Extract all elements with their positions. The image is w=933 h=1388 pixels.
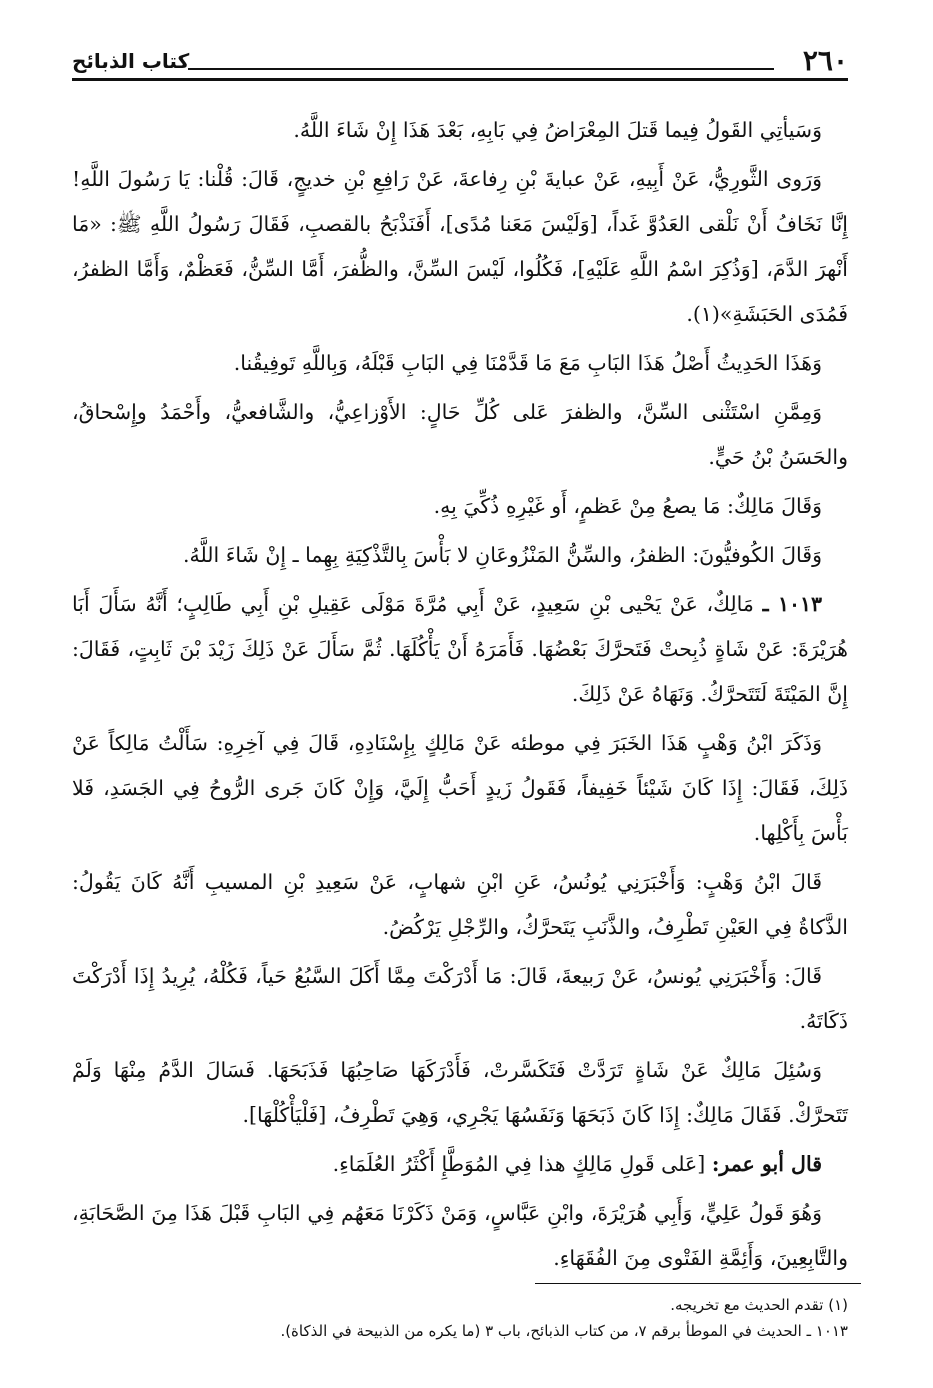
header-rule bbox=[72, 78, 848, 81]
paragraph: وَرَوى الثَّورِيُّ، عَنْ أَبِيهِ، عَنْ عبايةَ بْنِ رِفاعةَ، عَنْ رَافِعِ بْنِ خديجٍ، قَالَ: قُلْنا: يَا رَسُولَ اللَّهِ! إِنَّا نَخَافُ أَنْ نَلْقى العَدُوَّ غَداً، [وَلَيْسَ مَعَنا مُدًى]، أَفَنَذْبَحُ بالقصبِ، فَقَالَ رَسُولُ اللَّهِ ﷺ: «مَا أَنْهرَ الدَّمَ، [وَذُكِرَ اسْمُ اللَّهِ عَلَيْهِ]، فَكُلُوا، لَيْسَ السِّنَّ، والظُّفرَ، أَمَّا السِّنُّ، فَعَظْمٌ، وَأَمَّا الظفرُ، فَمُدَى الحَبَشَةِ»(١). bbox=[72, 167, 848, 326]
paragraph: وَمِمَّنِ اسْتَثْنى السِّنَّ، والظفرَ عَلى كُلِّ حَالٍ: الأَوْزاعِيُّ، والشَّافعيُّ، وأَحْمَدُ وإِسْحاقُ، والحَسَنُ بْنُ حَيٍّ. bbox=[72, 400, 848, 469]
paragraph: قال أبو عمر: [عَلى قَولِ مَالِكٍ هذا فِي المُوَطَّإِ أَكْثَرُ العُلَمَاءِ. bbox=[332, 1152, 822, 1176]
paragraph: وَهُوَ قَولُ عَلِيٍّ، وَأَبِي هُرَيْرَةَ، وابْنِ عَبَّاسٍ، وَمَنْ ذَكَرْنَا مَعَهُم فِي البَابِ قَبْلَ هَذَا مِنَ الصَّحَابَةِ، والتَّابِعِينَ، وَأَئِمَّةِ الفَتْوى مِنَ الفُقَهَاءِ. bbox=[72, 1201, 848, 1270]
paragraph: قَالَ: وَأَخْبَرَنِي يُونسُ، عَنْ رَبيعةَ، قَالَ: مَا أَدْرَكْتَ مِمَّا أَكَلَ السَّبُعُ حَياً، فَكُلْهُ، يُرِيدُ إِذَا أَدْرَكْتَ ذَكَاتَهُ. bbox=[72, 964, 848, 1033]
page-number: ٢٦٠ bbox=[802, 44, 848, 77]
hadith-paragraph: ١٠١٣ ـ مَالِكٌ، عَنْ يَحْيى بْنِ سَعِيدٍ، عَنْ أَبِي مُرَّةَ مَوْلَى عَقِيلِ بْنِ أَبِي طَالِبٍ؛ أَنَّهُ سَأَلَ أَبَا هُرَيْرَةَ: عَنْ شَاةٍ ذُبِحتْ فَتَحرَّكَ بَعْضُهَا. فَأَمَرَهُ أَنْ يَأْكُلَهَا. ثُمَّ سَأَلَ عَنْ ذَلِكَ زَيْدَ بْنَ ثَابِتٍ، فَقَالَ: إِنَّ المَيْتَةَ لَتَتَحرَّكُ. وَنَهَاهُ عَنْ ذَلِكَ. bbox=[72, 592, 848, 706]
header-dash bbox=[188, 68, 774, 70]
paragraph: وَذَكَرَ ابْنُ وَهْبٍ هَذَا الخَبَرَ فِي موطئه عَنْ مَالِكٍ بِإِسْنَادِهِ، قَالَ فِي آخِرِهِ: سَأَلْتُ مَالِكاً عَنْ ذَلِكَ، فَقَالَ: إِذَا كَانَ شَيْئاً خَفِيفاً، فَقَولُ زَيدٍ أَحَبُّ إِلَيَّ، وَإِنْ كَانَ جَرى الرُّوحُ فِي الجَسَدِ، فَلا بَأْسَ بِأَكْلِها. bbox=[72, 731, 848, 845]
paragraph: وَقَالَ مَالِكٌ: مَا يصعُ مِنْ عَظمٍ، أَو غَيْرِهِ ذُكِّيَ بِهِ. bbox=[433, 494, 822, 518]
paragraph: وَهَذَا الحَدِيثُ أَصْلُ هَذَا البَابِ مَعَ مَا قَدَّمْنَا فِي البَابِ قَبْلَهُ، وَبِاللَّهِ تَوفِيقُنا. bbox=[233, 351, 822, 375]
footnotes bbox=[72, 1292, 848, 1344]
running-title: كتاب الذبائح bbox=[72, 49, 190, 73]
footnote: (١) تقدم الحديث مع تخريجه. bbox=[670, 1296, 848, 1314]
paragraph: وَسُئِلَ مَالِكٌ عَنْ شَاةٍ تَرَدَّتْ فَتَكَسَّرتْ، فَأَدْرَكَهَا صَاحِبُهَا فَذَبَحَهَا. فَسَالَ الدَّمُ مِنْهَا وَلَمْ تَتَحرَّكْ. فَقَالَ مَالِكٌ: إِذَا كَانَ ذَبَحَهَا وَنَفَسُهَا يَجْرِي، وَهِيَ تَطْرِفُ، [فَلْيَأْكُلْهَا]. bbox=[72, 1058, 848, 1127]
paragraph: وَسَيأتِي القَولُ فِيما قَتلَ المِعْرَاضُ فِي بَابِهِ، بَعْدَ هَذَا إِنْ شَاءَ اللَّهُ. bbox=[293, 118, 822, 142]
footnote-separator bbox=[535, 1283, 861, 1284]
page-header bbox=[72, 44, 848, 80]
paragraph: قَالَ ابْنُ وَهْبٍ: وَأَخْبَرَنِي يُونُسُ، عَنِ ابْنِ شهابٍ، عَنْ سَعِيدِ بْنِ المسيبِ أَنَّهُ كَانَ يَقُولُ: الذَّكاةُ فِي العَيْنِ تَطْرِفُ، والذَّنَبِ يَتَحرَّكُ، والرِّجْلِ يَرْكُضُ. bbox=[72, 870, 848, 939]
speaker-lead: قال أبو عمر: bbox=[711, 1152, 822, 1176]
main-text bbox=[72, 108, 848, 1285]
paragraph: وَقَالَ الكُوفيُّونَ: الظفرُ، والسِّنُّ المَنْزُوعَانِ لا بَأْسَ بِالتَّذْكِيَةِ بِهِما ـ إِنْ شَاءَ اللَّهُ. bbox=[183, 543, 822, 567]
footnote: ١٠١٣ ـ الحديث في الموطأ برقم ٧، من كتاب الذبائح، باب ٣ (ما يكره من الذبيحة في الذكاة). bbox=[280, 1322, 848, 1340]
hadith-number: ١٠١٣ ـ bbox=[762, 592, 822, 616]
